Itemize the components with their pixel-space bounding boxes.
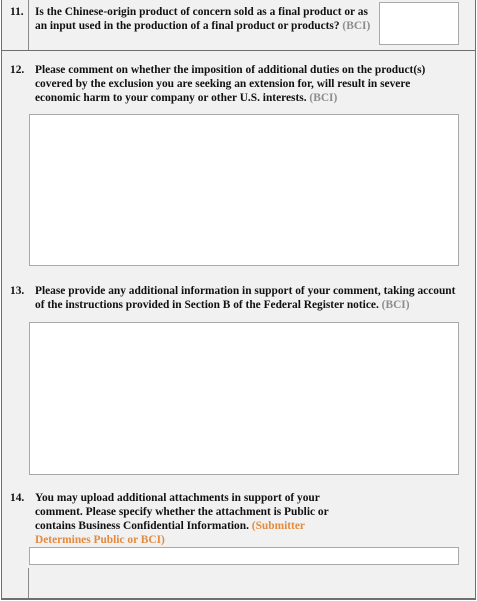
question-11-bci-tag: (BCI): [342, 20, 371, 32]
question-12-comment-textarea[interactable]: [29, 114, 459, 266]
number-column-divider-bottom: [28, 568, 29, 599]
question-11-text: [35, 5, 375, 33]
question-14-submitter-tag: (Submitter Determines Public or BCI): [35, 520, 305, 546]
row-separator: [2, 50, 475, 51]
question-13-text: [35, 284, 460, 312]
form-panel: [1, 0, 476, 600]
question-12-text: [35, 63, 455, 105]
question-14-attachment-upload-field[interactable]: [29, 547, 459, 565]
question-13-additional-info-textarea[interactable]: [29, 322, 459, 475]
question-13-label: Please provide any additional information in support of your comment, taking account of the instructions provided in Section B of the Federal Register notice.: [35, 285, 456, 311]
question-11-number: 11.: [10, 6, 24, 18]
panel-bottom-border: [2, 598, 475, 599]
question-13-bci-tag: (BCI): [381, 299, 410, 311]
question-11-answer-field[interactable]: [379, 2, 459, 45]
question-12-number: 12.: [10, 64, 25, 76]
question-12-bci-tag: (BCI): [309, 92, 338, 104]
question-14-number: 14.: [10, 492, 25, 504]
number-column-divider: [28, 0, 29, 50]
question-13-number: 13.: [10, 285, 25, 297]
question-12-label: Please comment on whether the imposition of additional duties on the product(s) covered by the exclusion you are seeking an extension for, will result in severe economic harm to your company or other U.S. interests.: [35, 64, 426, 104]
question-11-label: Is the Chinese-origin product of concern sold as a final product or as an input used in the production of a final product or products?: [35, 6, 368, 32]
question-14-text: [35, 491, 345, 547]
question-14-label: You may upload additional attachments in support of your comment. Please specify whether the attachment is Public or contains Business Confidential Information.: [35, 492, 329, 532]
